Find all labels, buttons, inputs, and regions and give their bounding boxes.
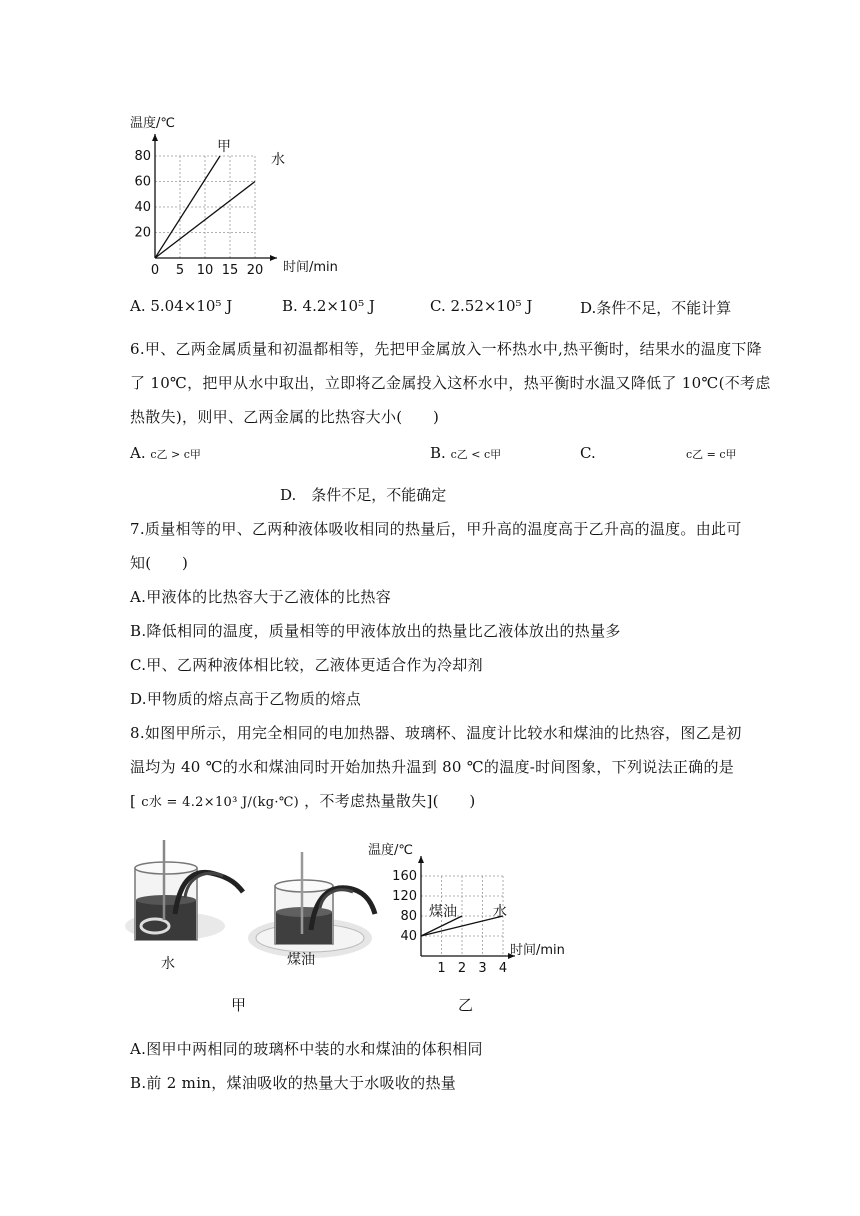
series-label-1: 水 (493, 904, 507, 920)
q6-option-b[interactable] (430, 444, 501, 462)
y-axis-arrow (152, 134, 158, 141)
q6-option-c-letter[interactable]: C. (580, 444, 596, 462)
q5-axes (152, 134, 277, 261)
q6-option-c-math[interactable]: c乙 = c甲 (686, 448, 737, 461)
x-tick-label: 2 (457, 961, 467, 976)
q6-text-line3: 热散失)，则甲、乙两金属的比热容大小( ) (130, 408, 440, 426)
q8-option-a[interactable]: A.图甲中两相同的玻璃杯中装的水和煤油的体积相同 (130, 1040, 483, 1058)
q8-figure-a-label: 甲 (231, 996, 247, 1014)
y-tick-label: 80 (400, 909, 417, 924)
q8-text-line3-tail: ，不考虑热量散失]( ) (304, 792, 476, 810)
x-tick-label: 4 (498, 961, 508, 976)
q8-figure-b-label: 乙 (458, 996, 474, 1014)
q6-text-line2: 了 10℃，把甲从水中取出，立即将乙金属投入这杯水中，热平衡时水温又降低了 10℃(不考虑 (130, 374, 771, 392)
x-tick-label: 0 (150, 263, 160, 278)
q6-option-d[interactable]: D. 条件不足，不能确定 (280, 486, 447, 504)
q8-series (421, 903, 507, 936)
x-tick-label: 5 (175, 263, 185, 278)
q8-chart (360, 836, 575, 986)
q5-option-a[interactable]: A. 5.04×10⁵ J (130, 297, 233, 315)
beaker-kerosene-image (248, 852, 375, 958)
x-tick-label: 10 (196, 263, 214, 278)
y-tick-label: 120 (392, 889, 417, 904)
q6-option-b-letter: B. (430, 444, 446, 462)
y-tick-label: 40 (400, 929, 417, 944)
y-tick-label: 80 (134, 149, 151, 164)
y-tick-label: 60 (134, 174, 151, 190)
series-label-0: 煤油 (429, 904, 457, 920)
q5-chart (125, 105, 355, 280)
q6-option-a[interactable] (130, 444, 201, 462)
q5-grid (155, 156, 255, 258)
q8-bracket-open: [ (130, 792, 137, 810)
series-label-0: 甲 (217, 139, 231, 155)
q7-text-line2: 知( ) (130, 554, 189, 572)
q6-text-line1: 6.甲、乙两金属质量和初温都相等，先把甲金属放入一杯热水中,热平衡时，结果水的温度下降 (130, 340, 762, 358)
q7-text-line1: 7.质量相等的甲、乙两种液体吸收相同的热量后，甲升高的温度高于乙升高的温度。由此可 (130, 520, 742, 538)
beaker-water-image (125, 840, 243, 940)
x-axis-arrow (270, 255, 277, 261)
q5-series (155, 139, 285, 258)
q6-option-a-letter: A. (130, 444, 146, 462)
q7-option-d[interactable]: D.甲物质的熔点高于乙物质的熔点 (130, 690, 362, 708)
q5-option-b[interactable]: B. 4.2×10⁵ J (282, 297, 375, 315)
q7-option-b[interactable]: B.降低相同的温度，质量相等的甲液体放出的热量比乙液体放出的热量多 (130, 622, 621, 640)
x-tick-label: 15 (221, 263, 239, 278)
q8-photo-figure (125, 838, 390, 988)
series-label-1: 水 (271, 152, 285, 168)
q5-option-d[interactable]: D.条件不足，不能计算 (580, 299, 732, 317)
q8-xlabel: 时间/min (510, 943, 565, 958)
q8-ylabel: 温度/℃ (368, 843, 413, 858)
q8-text-line3 (130, 790, 476, 811)
q6-option-b-math: c乙 < c甲 (450, 448, 502, 461)
y-tick-label: 160 (392, 869, 417, 884)
photo-label-kerosene: 煤油 (287, 952, 315, 968)
q8-text-line1: 8.如图甲所示，用完全相同的电加热器、玻璃杯、温度计比较水和煤油的比热容，图乙是初 (130, 724, 742, 742)
photo-label-water: 水 (161, 956, 175, 972)
q7-option-a[interactable]: A.甲液体的比热容大于乙液体的比热容 (130, 588, 392, 606)
x-tick-label: 3 (478, 961, 487, 976)
q8-text-line2: 温均为 40 ℃的水和煤油同时开始加热升温到 80 ℃的温度-时间图象，下列说法正确的是 (130, 758, 735, 776)
q5-ylabel: 温度/℃ (130, 116, 175, 131)
q8-formula: c水 = 4.2×10³ J/(kg·℃) (141, 795, 300, 810)
x-tick-label: 20 (246, 263, 264, 278)
y-axis-arrow (418, 856, 424, 863)
x-tick-label: 1 (437, 961, 446, 976)
q8-option-b[interactable]: B.前 2 min，煤油吸收的热量大于水吸收的热量 (130, 1074, 457, 1092)
q6-option-a-math: c乙 > c甲 (150, 448, 201, 461)
y-tick-label: 20 (134, 225, 151, 241)
q5-xlabel: 时间/min (283, 260, 338, 275)
q7-option-c[interactable]: C.甲、乙两种液体相比较，乙液体更适合作为冷却剂 (130, 656, 483, 674)
y-tick-label: 40 (134, 200, 151, 215)
q5-option-c[interactable]: C. 2.52×10⁵ J (430, 297, 533, 315)
